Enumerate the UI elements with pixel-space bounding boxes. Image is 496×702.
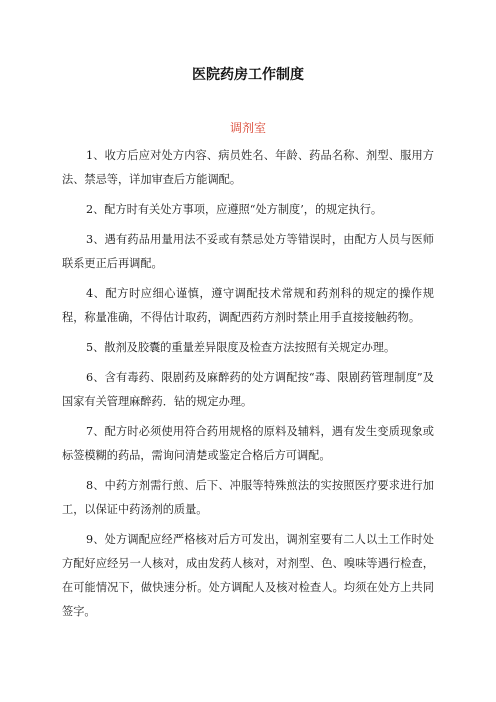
paragraph-6: 6、含有毒药、限剧药及麻醉药的处方调配按“毒、限剧药管理制度”及国家有关管理麻醉药．钻的规定办理。	[62, 371, 434, 408]
paragraph-8: 8、中药方剂需行煎、后下、冲服等特殊煎法的实按照医疗要求进行加工，以保证中药汤剂的质量。	[62, 479, 434, 516]
paragraph-7: 7、配方时必须使用符合药用规格的原料及辅料，遇有发生变质现象或标签模糊的药品，需询问清楚或鉴定合格后方可调配。	[62, 425, 434, 462]
paragraph-2: 2、配方时有关处方事项，应遵照“处方制度’，的规定执行。	[86, 203, 383, 216]
document-title: 医院药房工作制度	[192, 67, 304, 83]
paragraph-3: 3、遇有药品用量用法不妥或有禁忌处方等错误时，由配方人员与医师联系更正后再调配。	[62, 233, 434, 270]
paragraph-1: 1、收方后应对处方内容、病员姓名、年龄、药品名称、剂型、服用方法、禁忌等，详加审查后方能调配。	[62, 149, 434, 186]
paragraph-5: 5、散剂及胶囊的重量差异限度及检查方法按照有关规定办理。	[86, 341, 396, 354]
section-title: 调剂室	[229, 121, 266, 135]
document-body	[62, 144, 434, 630]
paragraph-9: 9、处方调配应经严格核对后方可发出，调剂室要有二人以土工作时处方配好应经另一人核对，成由发药人核对，对剂型、色、嗅味等遇行检查，在可能情况下，做快速分析。处方调配人及核对检查人。均须在处方上共同签字。	[62, 533, 434, 618]
paragraph-4: 4、配方时应细心谨慎，遵守调配技术常规和药剂科的规定的操作规程，称量准确，不得估计取药，调配西药方剂时禁止用手直接接触药物。	[62, 287, 434, 324]
